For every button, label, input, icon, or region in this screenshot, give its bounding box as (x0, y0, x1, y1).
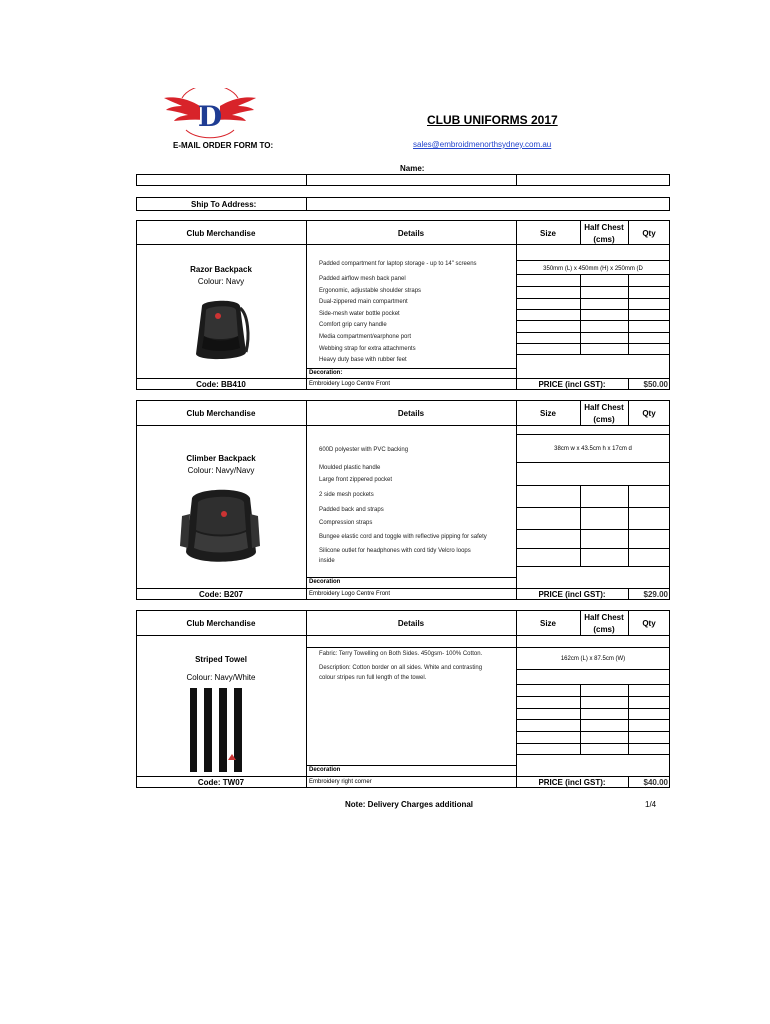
page-title: CLUB UNIFORMS 2017 (427, 113, 558, 127)
price-value: $50.00 (643, 380, 668, 389)
detail-line: 2 side mesh pockets (319, 492, 374, 498)
decoration-text: Embroidery right corner (309, 779, 372, 785)
price-value: $29.00 (643, 590, 668, 599)
detail-line: 600D polyester with PVC backing (319, 447, 409, 453)
decoration-label: Decoration: (309, 370, 343, 376)
col-details: Details (397, 619, 425, 628)
razor-backpack-image (188, 296, 254, 364)
club-logo (160, 88, 260, 146)
col-half-chest: Half Chest (584, 613, 624, 622)
detail-line: colour stripes run full length of the towel. (319, 675, 427, 681)
product-name: Razor Backpack (190, 265, 252, 274)
product-name: Climber Backpack (186, 454, 256, 463)
col-details: Details (397, 409, 425, 418)
col-size: Size (539, 619, 556, 628)
decoration-label: Decoration (309, 579, 341, 585)
ship-label: Ship To Address: (191, 200, 257, 209)
col-half-chest-unit: (cms) (593, 415, 615, 424)
price-value: $40.00 (643, 778, 668, 787)
page-number: 1/4 (645, 800, 657, 809)
detail-line: inside (319, 558, 335, 564)
col-qty: Qty (642, 409, 656, 418)
detail-line: Fabric: Terry Towelling on Both Sides. 450gsm- 100% Cotton. (319, 651, 483, 657)
logo-letter: D (197, 100, 223, 133)
detail-line: Compression straps (319, 520, 373, 526)
price-label: PRICE (incl GST): (538, 590, 606, 599)
detail-line: Description: Cotton border on all sides. White and contrasting (319, 665, 483, 671)
detail-line: Comfort grip carry handle (319, 322, 387, 328)
col-half-chest-unit: (cms) (593, 625, 615, 634)
col-merch: Club Merchandise (186, 619, 256, 628)
col-size: Size (539, 229, 556, 238)
email-label: E-MAIL ORDER FORM TO: (173, 141, 274, 150)
price-label: PRICE (incl GST): (538, 778, 606, 787)
detail-line: Padded compartment for laptop storage - up to 14" screens (319, 261, 477, 267)
product-code: Code: B207 (198, 590, 243, 599)
col-merch: Club Merchandise (186, 409, 256, 418)
product-colour: Colour: Navy (197, 277, 245, 286)
product-code: Code: TW07 (197, 778, 245, 787)
col-qty: Qty (642, 229, 656, 238)
col-merch: Club Merchandise (186, 229, 256, 238)
col-half-chest: Half Chest (584, 403, 624, 412)
col-qty: Qty (642, 619, 656, 628)
detail-line: Bungee elastic cord and toggle with reflective pipping for safety (319, 534, 487, 540)
detail-line: Padded airflow mesh back panel (319, 276, 406, 282)
detail-line: Heavy duty base with rubber feet (319, 357, 407, 363)
name-label: Name: (400, 164, 425, 173)
size-text: 162cm (L) x 87.5cm (W) (560, 656, 626, 662)
col-half-chest-unit: (cms) (593, 235, 615, 244)
detail-line: Large front zippered pocket (319, 477, 393, 483)
product-colour: Colour: Navy/White (186, 673, 256, 682)
decoration-text: Embroidery Logo Centre Front (309, 381, 391, 387)
detail-line: Webbing strap for extra attachments (319, 346, 416, 352)
detail-line: Side-mesh water bottle pocket (319, 311, 400, 317)
email-link[interactable]: sales@embroidmenorthsydney.com.au (413, 140, 552, 149)
product-colour: Colour: Navy/Navy (187, 466, 255, 475)
size-text: 38cm w x 43.5cm h x 17cm d (554, 446, 632, 452)
detail-line: Silicone outlet for headphones with cord tidy Velcro loops (319, 548, 471, 554)
detail-line: Moulded plastic handle (319, 465, 381, 471)
climber-backpack-image (178, 486, 262, 568)
size-text: 350mm (L) x 450mm (H) x 250mm (D (543, 266, 643, 272)
detail-line: Padded back and straps (319, 507, 384, 513)
col-size: Size (539, 409, 556, 418)
name-field[interactable] (136, 174, 670, 186)
product-code: Code: BB410 (196, 380, 246, 389)
price-label: PRICE (incl GST): (538, 380, 606, 389)
decoration-label: Decoration (309, 767, 341, 773)
detail-line: Dual-zippered main compartment (319, 299, 408, 305)
detail-line: Media compartment/earphone port (319, 334, 412, 340)
decoration-text: Embroidery Logo Centre Front (309, 591, 391, 597)
striped-towel-image (190, 688, 242, 772)
detail-line: Ergonomic, adjustable shoulder straps (319, 288, 422, 294)
col-half-chest: Half Chest (584, 223, 624, 232)
product-name: Striped Towel (195, 655, 247, 664)
delivery-note: Note: Delivery Charges additional (345, 800, 474, 809)
col-details: Details (397, 229, 425, 238)
